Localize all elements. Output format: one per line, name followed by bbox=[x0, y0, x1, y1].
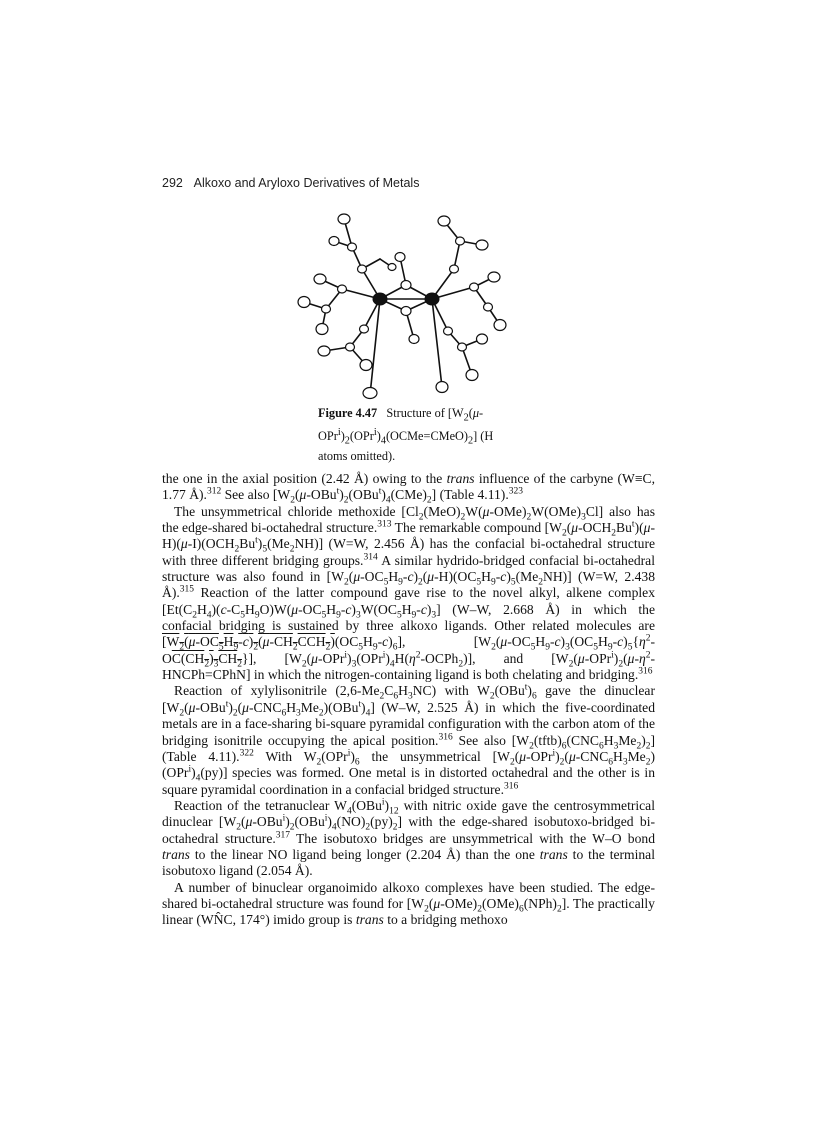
running-title: Alkoxo and Aryloxo Derivatives of Metals bbox=[193, 176, 420, 190]
running-header bbox=[162, 176, 419, 190]
figure-label: Figure 4.47 bbox=[318, 406, 378, 420]
paragraph: A number of binuclear organoimido alkoxo complexes have been studied. The edge-shared bi-octahedral structure was found for $[W_2(\mu-OMe)_2(OMe)_6(NPh)_2]$. The practically linear (WN̂C, 174°) imido group is trans to a bridging methoxo bbox=[162, 879, 655, 928]
paragraph: The unsymmetrical chloride methoxide $[Cl_2(MeO)_2W(\mu-OMe)_2W(OMe)_3Cl]$ also has the edge-shared bi-octahedral structure.$^{313}$ The remarkable compound $[W_2(\mu-OCH_2Bu^t)(\mu-H)(\mu-I)(OCH_2Bu^t)_5(Me_2NH)]$ (W=W, 2.456 Å) has the confacial bi-octahedral structure with three different bridging groups.$^{314}$ A similar hydrido-bridged confacial bi-octahedral structure was also found in $[W_2(\mu-OC_5H_9-c)_2(\mu-H)(OC_5H_9-c)_5(Me_2NH)]$ (W=W, 2.438 Å).$^{315}$ Reaction of the latter compound gave rise to the novel alkyl, alkene complex $[Et(C_2H_4)(c-C_5H_9O)W(\mu-OC_5H_9-c)_3W(OC_5H_9-c)_3]$ (W–W, 2.668 Å) in which the confacial bridging is sustained by three alkoxo ligands. Other related molecules are $[W_2(\mu-OC_5H_9-c)_2(\mu-CH_2CCH_2)(OC_5H_9-c)_6]$, $[W_2(\mu-OC_5H_9-c)_3(OC_5H_9-c)_5\{\eta^2-OC(CH_2)_3CH_2\}]$, $[W_2(\mu-OPr^i)_3(OPr^i)_4H(\eta^2-OCPh_2)]$, and [$W_2(\mu-OPr^i)_2(\mu-\eta^2-HNCPh=CPhN]$ in which the nitrogen-containing ligand is both chelating and bridging.$^{316}$ bbox=[162, 503, 656, 683]
ortep-diagram bbox=[282, 207, 532, 400]
paragraph: Reaction of xylylisonitrile $(2,6-Me_2C_6H_3NC)$ with $W_2(OBu^t)_6$ gave the dinuclear $[W_2(\mu-OBu^t)_2(\mu-CNC_6H_3Me_2)(OBu^t)_4]$ (W–W, 2.525 Å) in which the five-coordinated metals are in a face-sharing bi-square pyramidal configuration with the carbon atom of the bridging isonitrile occupying the apical position.$^{316}$ See also $[W_2(tftb)_6(CNC_6H_3Me_2)_2]$ (Table 4.11).$^{322}$ With $W_2(OPr^i)_6$ the unsymmetrical $[W_2(\mu-OPr^i)_2(\mu-CNC_6H_3Me_2)(OPr^i)_4(py)]$ species was formed. One metal is in distorted octahedral and the other is in square pyramidal coordination in a confacial bridged structure.$^{316}$ bbox=[162, 682, 655, 797]
paragraph: Reaction of the tetranuclear $W_4(OBu^i)_{12}$ with nitric oxide gave the centrosymmetrical dinuclear $[W_2(\mu-OBu^i)_2(OBu^i)_4(NO)_2(py)_2]$ with the edge-shared isobutoxo-bridged bi-octahedral structure.$^{317}$ The isobutoxo bridges are unsymmetrical with the W–O bond trans to the linear NO ligand being longer (2.204 Å) than the one trans to the terminal isobutoxo ligand (2.054 Å). bbox=[162, 797, 655, 879]
molecular-structure-figure bbox=[282, 207, 532, 400]
figure-caption: Figure 4.47 Structure of $[W_2(\mu-OPr^i)_2(OPr^i)_4(OCMe=CMeO)_2]$ (H atoms omitted). bbox=[318, 406, 494, 464]
paragraph: the one in the axial position (2.42 Å) owing to the trans influence of the carbyne (W≡C, 1.77 Å).$^{312}$ See also $[W_2(\mu-OBu^t)_2(OBu^t)_4(CMe)_2]$ (Table 4.11).$^{323}$ bbox=[162, 471, 655, 507]
page-number: 292 bbox=[162, 176, 183, 190]
body-text bbox=[162, 471, 655, 929]
